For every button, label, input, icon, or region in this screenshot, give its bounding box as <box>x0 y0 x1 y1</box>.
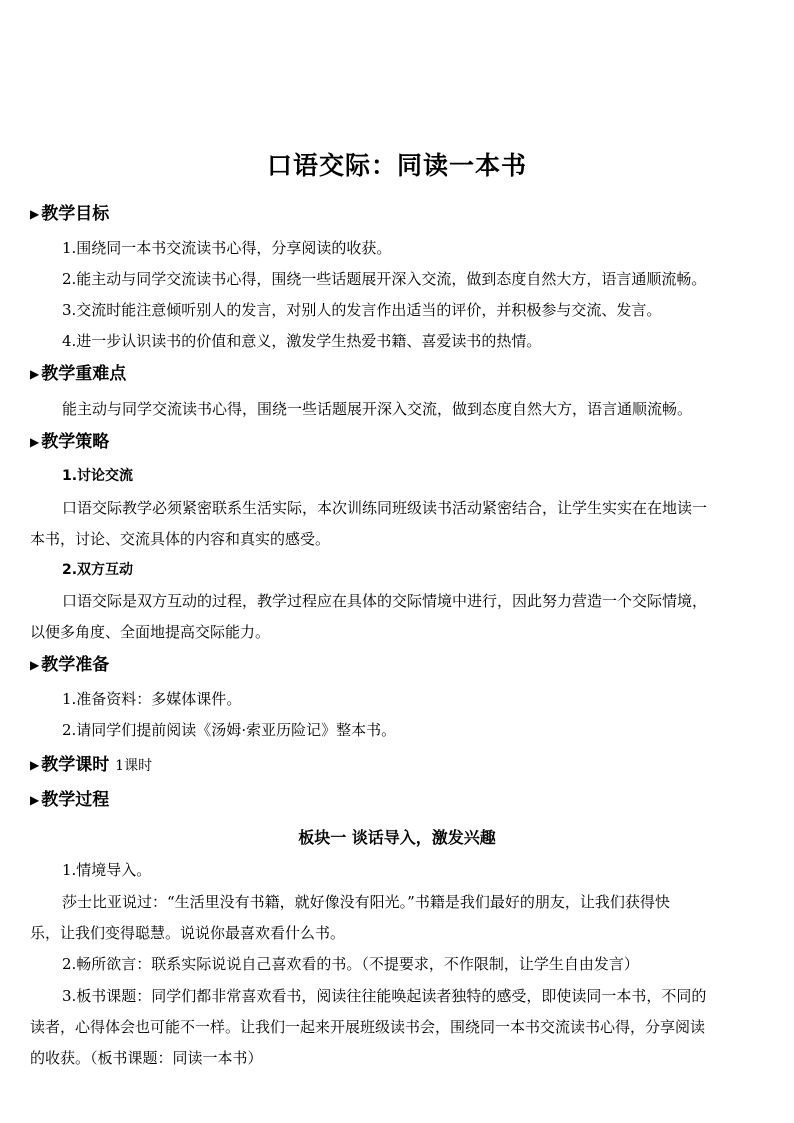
process-paragraph: 乐，让我们变得聪慧。说说你最喜欢看什么书。 <box>30 924 346 942</box>
objective-item: 2.能主动与同学交流读书心得，围绕一些话题展开深入交流，做到态度自然大方，语言通顺流畅。 <box>62 270 707 288</box>
strategy-paragraph: 口语交际教学必须紧密联系生活实际，本次训练同班级读书活动紧密结合，让学生实实在在地读一 <box>62 499 708 517</box>
heading-strategy: ▶ 教学策略 <box>30 432 110 452</box>
heading-key-points: ▶ 教学重难点 <box>30 364 127 384</box>
strategy-subheading: 1.讨论交流 <box>62 468 134 484</box>
triangle-bullet-icon: ▶ <box>30 658 40 672</box>
objective-item: 1.围绕同一本书交流读书心得，分享阅读的收获。 <box>62 239 392 257</box>
triangle-bullet-icon: ▶ <box>30 793 40 807</box>
key-points-text: 能主动与同学交流读书心得，围绕一些话题展开深入交流，做到态度自然大方，语言通顺流畅。 <box>62 400 693 418</box>
strategy-paragraph: 口语交际是双方互动的过程，教学过程应在具体的交际情境中进行，因此努力营造一个交际情境， <box>62 592 708 610</box>
heading-process: ▶ 教学过程 <box>30 790 110 810</box>
process-paragraph: 3.板书课题：同学们都非常喜欢看书，阅读往往能唤起读者独特的感受，即使读同一本书，不同的 <box>62 987 707 1005</box>
page-title: 口语交际：同读一本书 <box>266 151 527 180</box>
triangle-bullet-icon: ▶ <box>30 435 40 449</box>
process-paragraph: 读者，心得体会也可能不一样。让我们一起来开展班级读书会，围绕同一本书交流读书心得，分享阅读 <box>30 1018 706 1036</box>
process-paragraph: 的收获。（板书课题：同读一本书） <box>30 1049 263 1067</box>
hours-value: 1课时 <box>115 758 153 774</box>
heading-preparation: ▶ 教学准备 <box>30 655 110 675</box>
preparation-item: 2.请同学们提前阅读《汤姆·索亚历险记》整本书。 <box>62 721 397 739</box>
heading-hours: ▶ 教学课时 1课时 <box>30 755 153 775</box>
process-paragraph: 1.情境导入。 <box>62 861 152 879</box>
strategy-paragraph: 以便多角度、全面地提高交际能力。 <box>30 623 271 641</box>
heading-objectives: ▶ 教学目标 <box>30 204 110 224</box>
strategy-paragraph: 本书，讨论、交流具体的内容和真实的感受。 <box>30 530 331 548</box>
objective-item: 4.进一步认识读书的价值和意义，激发学生热爱书籍、喜爱读书的热情。 <box>62 332 542 350</box>
objective-item: 3.交流时能注意倾听别人的发言，对别人的发言作出适当的评价，并积极参与交流、发言。 <box>62 301 662 319</box>
preparation-item: 1.准备资料：多媒体课件。 <box>62 690 242 708</box>
process-paragraph: 莎士比亚说过：“生活里没有书籍，就好像没有阳光。”书籍是我们最好的朋友，让我们获得快 <box>62 893 670 911</box>
triangle-bullet-icon: ▶ <box>30 758 40 772</box>
triangle-bullet-icon: ▶ <box>30 367 40 381</box>
process-paragraph: 2.畅所欲言：联系实际说说自己喜欢看的书。（不提要求，不作限制，让学生自由发言） <box>62 955 639 973</box>
triangle-bullet-icon: ▶ <box>30 207 40 221</box>
section-title: 板块一 谈话导入，激发兴趣 <box>298 828 496 847</box>
strategy-subheading: 2.双方互动 <box>62 562 134 578</box>
